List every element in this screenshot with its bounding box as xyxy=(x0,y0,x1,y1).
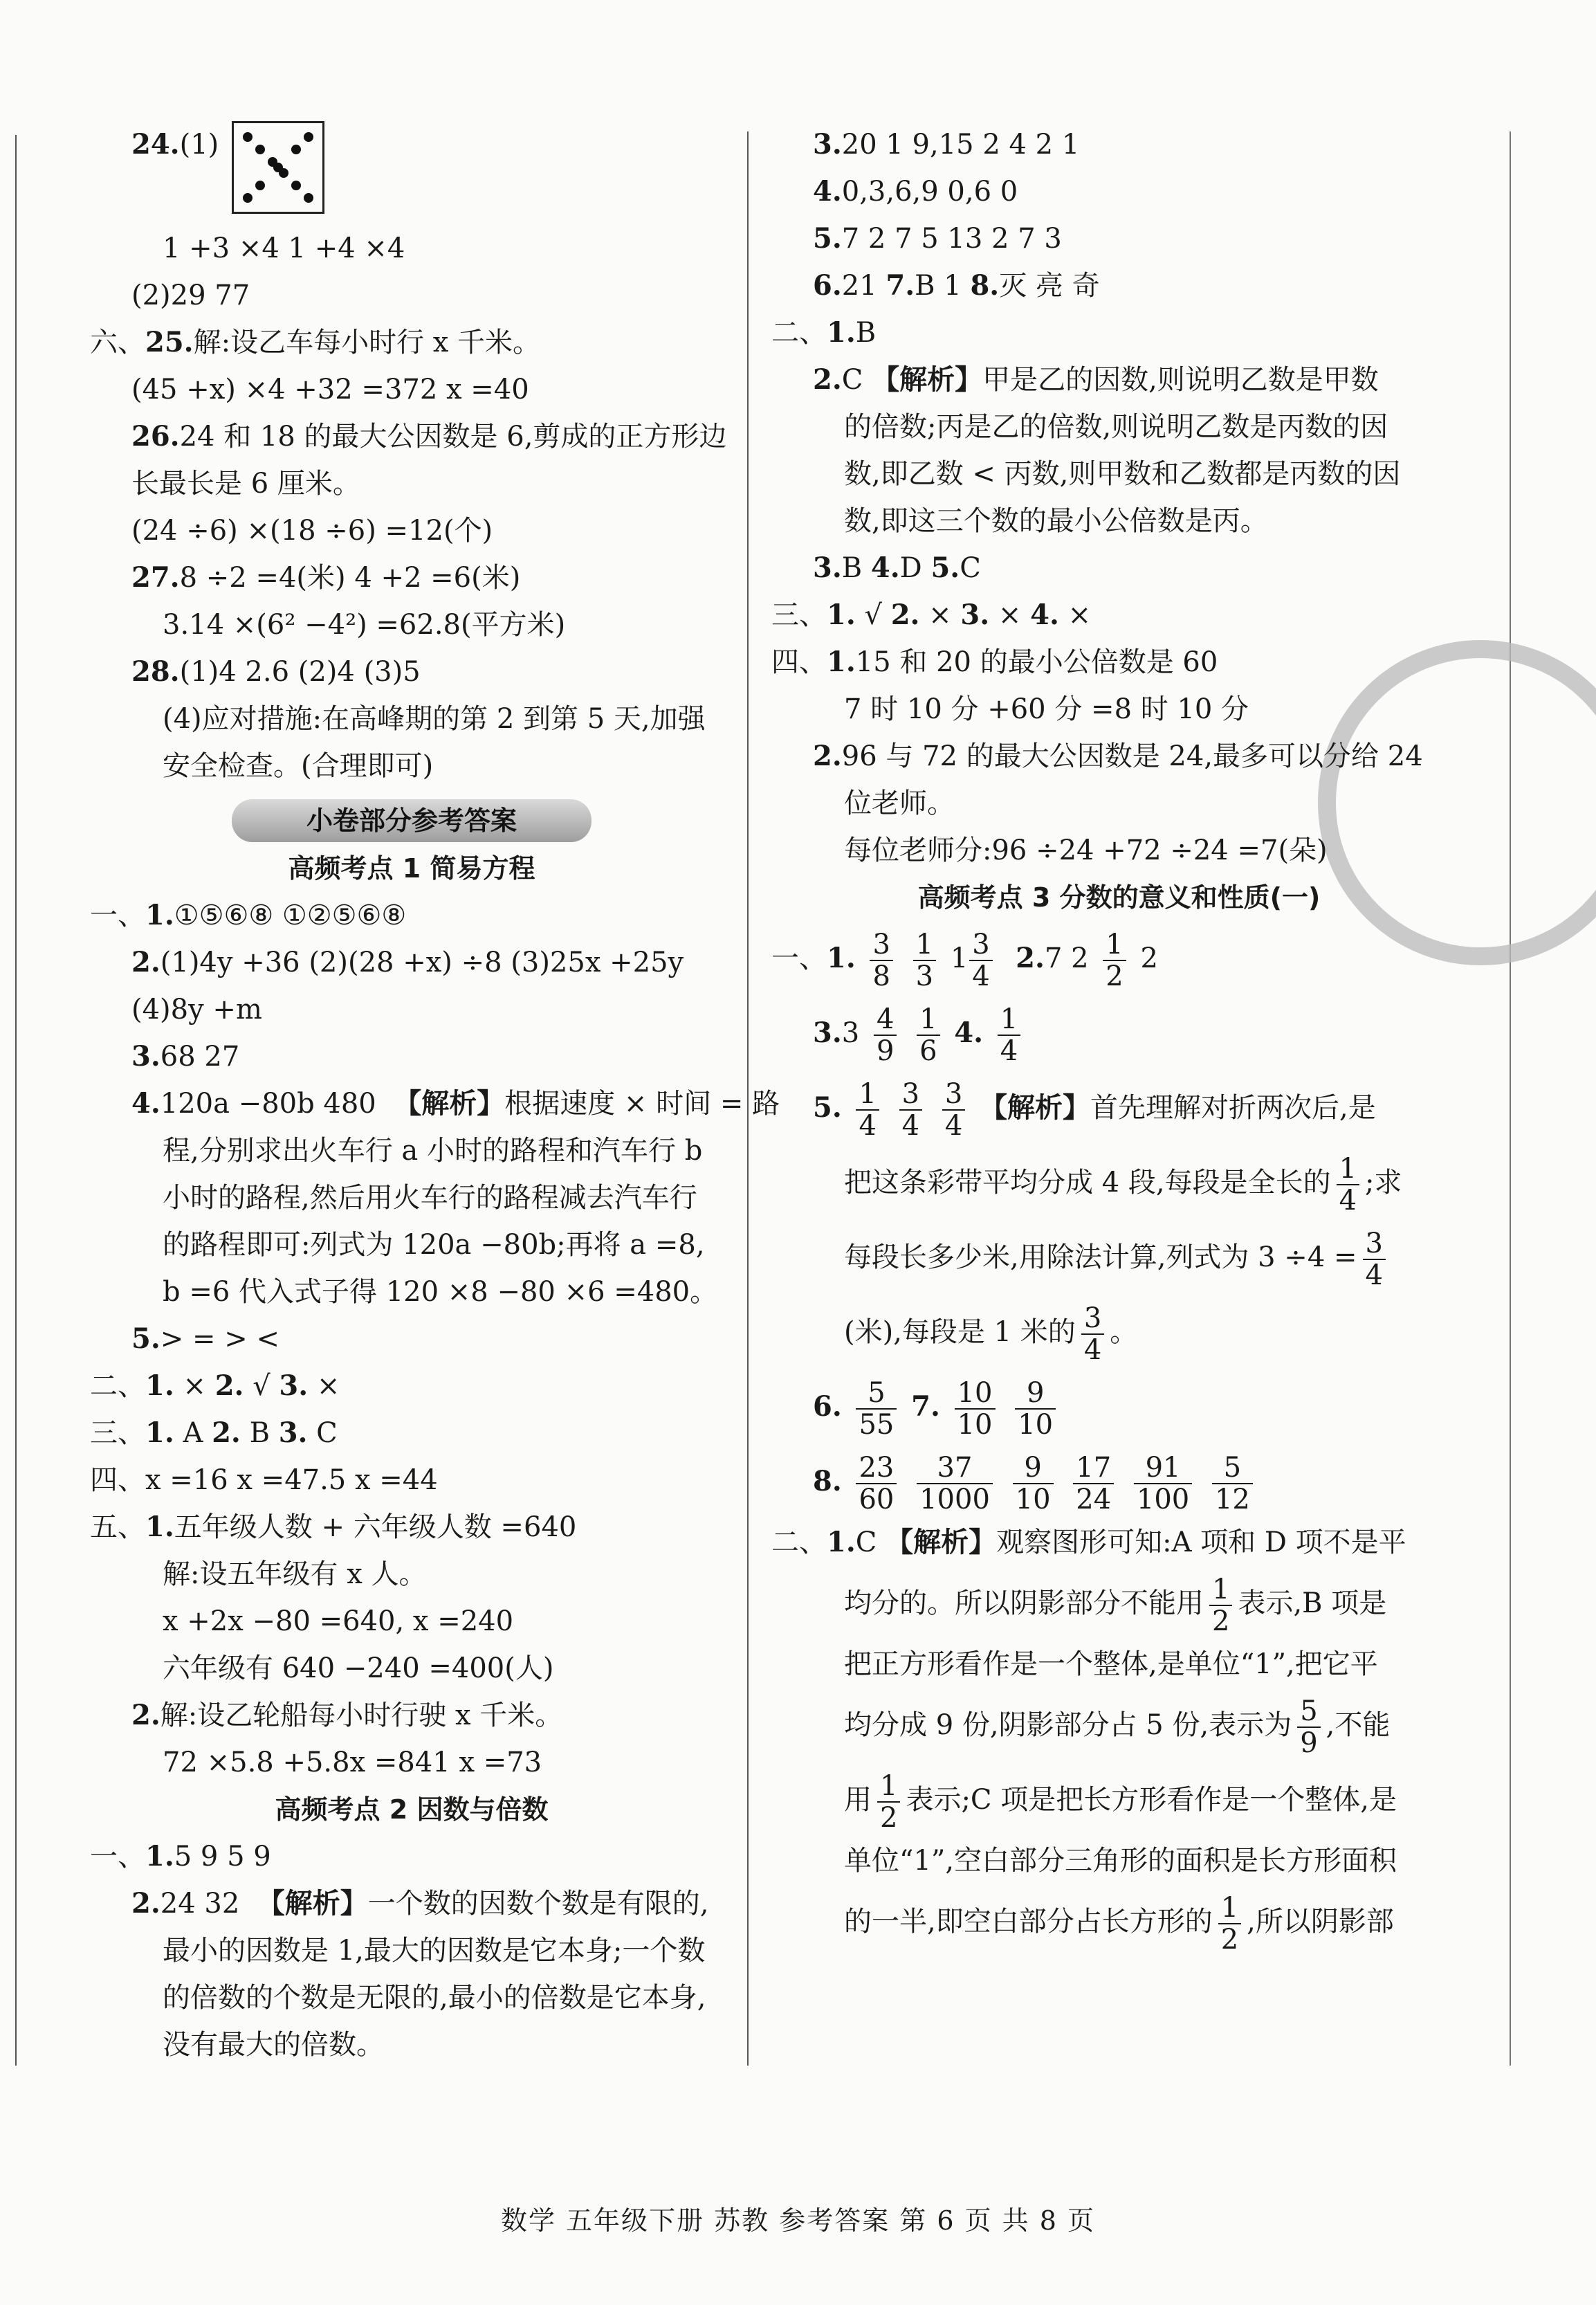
r-q3-text: 20 1 9,15 2 4 2 1 xyxy=(841,129,1080,161)
denominator: 4 xyxy=(1000,1035,1018,1067)
r-s4-q1-row xyxy=(771,639,1467,686)
q25-equation: (45 +x) ×4 +32 =372 x =40 xyxy=(131,374,529,406)
t3-s2-q1-exp2: 均分的。所以阴影部分不能用 xyxy=(844,1587,1204,1619)
numerator: 1 xyxy=(856,1079,879,1111)
q28-part4: (4)应对措施:在高峰期的第 2 到第 5 天,加强 xyxy=(163,703,706,735)
numerator: 3 xyxy=(870,929,892,961)
t3-s2-q1-number: 1. xyxy=(827,1526,856,1558)
fraction xyxy=(877,1771,900,1833)
t3-q3-4-row xyxy=(771,996,1467,1070)
numerator: 37 xyxy=(917,1452,993,1484)
r-s3-q4-answer: × xyxy=(1058,599,1092,631)
t3-q5-exp2-row xyxy=(771,1145,1467,1220)
r-q4-number: 4. xyxy=(813,175,842,208)
r-q6-text: 21 xyxy=(841,270,886,302)
denominator: 3 xyxy=(915,960,934,992)
denominator: 4 xyxy=(944,1110,963,1142)
denominator: 4 xyxy=(972,960,990,992)
t1-s2-q1-number: 1. xyxy=(145,1369,174,1402)
denominator: 1000 xyxy=(919,1484,990,1515)
numerator: 9 xyxy=(1013,1452,1054,1484)
r-s2-q2-analysis-tag: 【解析】 xyxy=(872,363,983,396)
r-q6-number: 6. xyxy=(813,269,842,302)
section-header-small-quiz: 小卷部分参考答案 xyxy=(232,799,591,842)
t1-section-4-row xyxy=(90,1457,733,1504)
r-q7-text: B 1 xyxy=(915,270,971,302)
t1-s3-q1-number: 1. xyxy=(145,1416,174,1449)
r-s2-q2-exp4: 数,即这三个数的最小公倍数是丙。 xyxy=(844,505,1268,537)
q26-equation: (24 ÷6) ×(18 ÷6) =12(个) xyxy=(131,515,493,547)
numerator: 3 xyxy=(942,1079,965,1111)
t1-s5-q2-number: 2. xyxy=(131,1699,160,1731)
t1-q4-exp5: b =6 代入式子得 120 ×8 −80 ×6 =480。 xyxy=(163,1276,718,1308)
t1-q4-exp3: 小时的路程,然后用火车行的路程减去汽车行 xyxy=(163,1182,697,1214)
t2-q1-number: 1. xyxy=(145,1840,174,1873)
r-s4-q1-number: 1. xyxy=(827,646,856,678)
t1-q5-text: > = > < xyxy=(160,1323,279,1355)
fraction xyxy=(856,1079,879,1141)
whole-number: 1 xyxy=(950,942,969,974)
t1-q3-text: 68 27 xyxy=(160,1041,240,1073)
section-6-label: 六、 xyxy=(90,327,145,358)
numerator: 1 xyxy=(917,1004,939,1036)
fraction xyxy=(1073,1452,1114,1515)
fraction xyxy=(1209,1574,1232,1637)
r-q5-text: 7 2 7 5 13 2 7 3 xyxy=(841,223,1062,255)
q25-number: 25. xyxy=(145,326,194,358)
denominator: 10 xyxy=(1018,1409,1054,1441)
t1-section-4-label: 四、 xyxy=(90,1464,145,1496)
numerator: 5 xyxy=(1297,1696,1320,1728)
fraction xyxy=(1212,1452,1253,1515)
t1-s5-q1-line4: 六年级有 640 −240 =400(人) xyxy=(163,1652,554,1684)
t3-q5-exp4-tail: 。 xyxy=(1110,1316,1138,1348)
t3-s2-q1-exp7-row xyxy=(771,1884,1467,1959)
r-q8-text: 灭 亮 奇 xyxy=(999,270,1100,302)
right-column-line xyxy=(1510,131,1511,2066)
denominator: 100 xyxy=(1136,1484,1190,1515)
r-s4-q1-line2: 7 时 10 分 +60 分 =8 时 10 分 xyxy=(844,693,1249,725)
r-q3-number: 3. xyxy=(813,128,842,161)
t3-s2-q1-exp5-tail: 表示;C 项是把长方形看作是一个整体,是 xyxy=(906,1784,1397,1816)
t1-s3-q3-number: 3. xyxy=(278,1416,308,1449)
denominator: 6 xyxy=(919,1035,937,1067)
topic-1-title: 高频考点 1 简易方程 xyxy=(288,853,535,884)
t3-q2-number: 2. xyxy=(1016,942,1045,974)
t2-q2-number: 2. xyxy=(131,1887,160,1920)
r-s3-q2-answer: × xyxy=(919,599,961,631)
fraction xyxy=(1103,929,1126,992)
t1-q4-number: 4. xyxy=(131,1087,160,1120)
fraction xyxy=(917,1004,939,1066)
t3-q5-exp1: 首先理解对折两次后,是 xyxy=(1090,1092,1376,1124)
denominator: 9 xyxy=(876,1035,895,1067)
denominator: 2 xyxy=(1106,960,1123,992)
t1-section-1-label: 一、 xyxy=(90,900,145,931)
q27-text: 8 ÷2 =4(米) 4 +2 =6(米) xyxy=(179,562,521,594)
r-s3-q3-answer: × xyxy=(989,599,1031,631)
t3-s2-q1-exp5: 用 xyxy=(844,1784,872,1816)
denominator: 2 xyxy=(1220,1924,1239,1956)
t1-q5-number: 5. xyxy=(131,1322,160,1355)
denominator: 12 xyxy=(1214,1484,1250,1515)
q28-row xyxy=(90,648,733,695)
t3-section-1-label: 一、 xyxy=(771,942,827,974)
r-q4-text: 0,3,6,9 0,6 0 xyxy=(841,176,1018,208)
t3-s2-q1-exp4: 均分成 9 份,阴影部分占 5 份,表示为 xyxy=(844,1709,1292,1741)
r-s3-q1-answer: √ xyxy=(855,599,891,631)
t3-q5-exp2-tail: ;求 xyxy=(1365,1167,1402,1199)
t3-q6-number: 6. xyxy=(813,1390,842,1423)
t1-s5-q1-line3: x +2x −80 =640, x =240 xyxy=(163,1605,514,1637)
t3-s2-q1-exp7-tail: ,所以阴影部 xyxy=(1247,1906,1394,1938)
r-s2-q1-row xyxy=(771,309,1467,356)
t3-q5-exp3-row xyxy=(771,1220,1467,1295)
fraction xyxy=(1363,1228,1386,1291)
t2-q1-row xyxy=(90,1833,733,1880)
r-q8-number: 8. xyxy=(970,269,1000,302)
numerator: 3 xyxy=(899,1079,922,1111)
t2-q2-row xyxy=(90,1880,733,1927)
t3-s2-q1-exp2-tail: 表示,B 项是 xyxy=(1238,1587,1387,1619)
t1-s5-q2-row xyxy=(90,1692,733,1739)
numerator: 5 xyxy=(856,1378,897,1410)
t3-q8-row xyxy=(771,1444,1467,1519)
t3-s2-q1-exp2-row xyxy=(771,1566,1467,1641)
q27-equation: 3.14 ×(6² −4²) =62.8(平方米) xyxy=(163,609,566,641)
q26-text-line2: 长最长是 6 厘米。 xyxy=(131,468,360,500)
r-s4-q2-line3: 每位老师分:96 ÷24 +72 ÷24 =7(朵) xyxy=(844,835,1328,866)
t3-q5-exp4: (米),每段是 1 米的 xyxy=(844,1316,1076,1348)
topic-2-title: 高频考点 2 因数与倍数 xyxy=(275,1794,549,1825)
left-column xyxy=(90,121,780,2068)
r-s2-q1-number: 1. xyxy=(827,316,856,349)
t2-q2-exp4: 没有最大的倍数。 xyxy=(163,2029,384,2061)
t1-q2-number: 2. xyxy=(131,946,160,978)
denominator: 4 xyxy=(1339,1185,1357,1217)
r-s4-q2-row xyxy=(771,733,1467,780)
fraction xyxy=(913,929,936,992)
numerator: 1 xyxy=(1103,929,1126,961)
fraction xyxy=(1015,1378,1056,1440)
numerator: 1 xyxy=(877,1771,900,1803)
t1-s5-q1-line2: 解:设五年级有 x 人。 xyxy=(163,1558,427,1590)
t3-q5-analysis-tag: 【解析】 xyxy=(980,1091,1090,1124)
t1-section-3-row xyxy=(90,1410,733,1457)
t1-section-5-label: 五、 xyxy=(90,1511,145,1543)
numerator: 5 xyxy=(1212,1452,1253,1484)
r-s2-q4-text: D xyxy=(899,552,931,584)
t1-s2-q3-number: 3. xyxy=(279,1369,309,1402)
r-s2-q3-5-row xyxy=(771,545,1467,592)
r-section-3-label: 三、 xyxy=(771,599,827,631)
t1-q2-text: (1)4y +36 (2)(28 +x) ÷8 (3)25x +25y xyxy=(160,947,684,978)
fraction xyxy=(998,1004,1020,1066)
t1-section-5-row xyxy=(90,1504,733,1551)
t3-s2-q1-exp5-row xyxy=(771,1762,1467,1837)
fraction xyxy=(1337,1154,1359,1216)
r-section-3-row xyxy=(771,592,1467,639)
numerator: 1 xyxy=(913,929,936,961)
t3-q2-tail: 2 xyxy=(1140,942,1158,974)
fraction xyxy=(1297,1696,1320,1758)
left-margin-line xyxy=(15,135,17,2066)
numerator: 9 xyxy=(1015,1378,1056,1410)
t1-q2-line2: (4)8y +m xyxy=(131,994,262,1026)
t1-s2-q2-answer: √ xyxy=(244,1370,279,1402)
fraction xyxy=(1081,1303,1104,1365)
t1-q1-text: ①⑤⑥⑧ ①②⑤⑥⑧ xyxy=(174,900,407,931)
q26-number: 26. xyxy=(131,420,180,453)
r-section-4-label: 四、 xyxy=(771,646,827,678)
q24-number: 24. xyxy=(131,128,180,161)
numerator: 17 xyxy=(1073,1452,1114,1484)
t1-s3-q1-answer: A xyxy=(174,1417,212,1449)
denominator: 4 xyxy=(901,1110,920,1142)
r-s2-q2-exp3: 数,即乙数 < 丙数,则甲数和乙数都是丙数的因 xyxy=(844,458,1401,490)
page-footer: 数学 五年级下册 苏教 参考答案 第 6 页 共 8 页 xyxy=(500,2205,1096,2236)
numerator: 1 xyxy=(1218,1893,1241,1924)
t1-q4-exp2: 程,分别求出火车行 a 小时的路程和汽车行 b xyxy=(163,1135,703,1167)
t3-s2-q1-exp1: 观察图形可知:A 项和 D 项不是平 xyxy=(996,1527,1406,1558)
topic-3-title: 高频考点 3 分数的意义和性质(一) xyxy=(917,882,1321,913)
fraction xyxy=(917,1452,993,1515)
r-s2-q5-number: 5. xyxy=(930,552,960,584)
fraction xyxy=(870,929,892,992)
t3-s2-q1-exp6: 单位“1”,空白部分三角形的面积是长方形面积 xyxy=(844,1845,1397,1877)
numerator: 91 xyxy=(1134,1452,1192,1484)
r-q6-8-row xyxy=(771,262,1467,309)
t2-q2-text: 24 32 xyxy=(160,1888,240,1920)
q24-row xyxy=(90,121,733,225)
denominator: 60 xyxy=(859,1484,895,1515)
t1-s3-q2-answer: B xyxy=(240,1417,279,1449)
r-s2-q5-text: C xyxy=(960,552,981,584)
t1-s3-q2-number: 2. xyxy=(212,1416,241,1449)
t1-s2-q3-answer: × xyxy=(308,1370,340,1402)
r-s4-q2-number: 2. xyxy=(813,740,842,772)
t1-s5-q2-line2: 72 ×5.8 +5.8x =841 x =73 xyxy=(163,1747,542,1778)
numerator: 1 xyxy=(998,1004,1020,1036)
fraction xyxy=(856,1452,897,1515)
numerator: 23 xyxy=(856,1452,897,1484)
r-q4-row xyxy=(771,168,1467,215)
t3-q6-7-row xyxy=(771,1369,1467,1444)
t3-q2-text: 7 2 xyxy=(1044,942,1089,974)
q24-part2: (2)29 77 xyxy=(131,280,250,311)
t3-s2-q1-row xyxy=(771,1519,1467,1566)
r-s4-q2-text: 96 与 72 的最大公因数是 24,最多可以分给 24 xyxy=(841,740,1423,772)
r-s2-q2-exp2: 的倍数;丙是乙的倍数,则说明乙数是丙数的因 xyxy=(844,411,1388,443)
t3-q7-number: 7. xyxy=(911,1390,940,1423)
t1-q2-row xyxy=(90,939,733,986)
fraction xyxy=(942,1079,965,1141)
q27-number: 27. xyxy=(131,561,180,594)
fraction xyxy=(1134,1452,1192,1515)
t3-q1-2-row xyxy=(771,921,1467,996)
q27-row xyxy=(90,554,733,601)
t3-q5-exp3: 每段长多少米,用除法计算,列式为 3 ÷4 = xyxy=(844,1241,1357,1273)
t1-s5-q2-text: 解:设乙轮船每小时行驶 x 千米。 xyxy=(160,1700,563,1731)
denominator: 4 xyxy=(1083,1334,1102,1366)
fraction xyxy=(856,1378,897,1440)
r-s2-q1-text: B xyxy=(855,317,877,349)
numerator: 10 xyxy=(955,1378,996,1410)
t3-q5-exp2: 把这条彩带平均分成 4 段,每段是全长的 xyxy=(844,1167,1331,1199)
t1-q3-number: 3. xyxy=(131,1040,160,1073)
fraction xyxy=(874,1004,897,1066)
numerator: 3 xyxy=(1363,1228,1386,1260)
t3-s2-q1-exp4-row xyxy=(771,1688,1467,1762)
numerator: 3 xyxy=(1081,1303,1104,1335)
t3-s2-q1-text: C xyxy=(855,1527,886,1558)
denominator: 55 xyxy=(859,1409,895,1441)
denominator: 9 xyxy=(1300,1727,1318,1759)
r-q7-number: 7. xyxy=(886,269,915,302)
t3-s2-q1-exp4-tail: ,不能 xyxy=(1326,1709,1391,1741)
q24-part1: (1) xyxy=(179,129,219,161)
t1-q1-number: 1. xyxy=(145,899,174,931)
t2-q2-exp2: 最小的因数是 1,最大的因数是它本身;一个数 xyxy=(163,1935,706,1967)
t3-q5-row xyxy=(771,1070,1467,1145)
t1-section-3-label: 三、 xyxy=(90,1417,145,1449)
r-q5-row xyxy=(771,215,1467,262)
q28-part4-line2: 安全检查。(合理即可) xyxy=(163,750,434,782)
q28-number: 28. xyxy=(131,655,180,688)
q25-row xyxy=(90,319,733,366)
dot-x-pattern-figure xyxy=(232,121,324,214)
t3-q3-number: 3. xyxy=(813,1017,842,1049)
fraction xyxy=(899,1079,922,1141)
r-q3-row xyxy=(771,121,1467,168)
denominator: 10 xyxy=(957,1409,993,1441)
fraction xyxy=(955,1378,996,1440)
t1-s4-text: x =16 x =47.5 x =44 xyxy=(145,1464,438,1496)
q25-text: 解:设乙车每小时行 x 千米。 xyxy=(193,327,541,358)
r-s2-q2-number: 2. xyxy=(813,363,842,396)
t1-q4-exp4: 的路程即可:列式为 120a −80b;再将 a =8, xyxy=(163,1229,705,1261)
t1-section-2-row xyxy=(90,1363,733,1410)
r-s3-q3-number: 3. xyxy=(960,599,990,631)
t3-q3-text: 3 xyxy=(841,1017,860,1049)
t3-q4-number: 4. xyxy=(954,1017,984,1049)
r-s3-q1-number: 1. xyxy=(827,599,856,631)
t2-q2-exp3: 的倍数的个数是无限的,最小的倍数是它本身, xyxy=(163,1982,706,2014)
t3-q5-exp4-row xyxy=(771,1295,1467,1369)
t3-q5-number: 5. xyxy=(813,1091,842,1124)
t2-q2-exp1: 一个数的因数个数是有限的, xyxy=(367,1888,709,1920)
t1-s2-q2-number: 2. xyxy=(214,1369,244,1402)
r-s2-q3-text: B xyxy=(841,552,871,584)
t1-q4-exp1: 根据速度 × 时间 = 路 xyxy=(504,1088,780,1120)
t2-section-1-label: 一、 xyxy=(90,1841,145,1873)
fraction xyxy=(1013,1452,1054,1515)
t1-q3-row xyxy=(90,1033,733,1080)
q26-row xyxy=(90,413,733,460)
numerator: 1 xyxy=(1337,1154,1359,1185)
denominator: 10 xyxy=(1015,1484,1051,1515)
t1-q1-row xyxy=(90,892,733,939)
denominator: 4 xyxy=(859,1110,877,1142)
r-s4-q2-line2: 位老师。 xyxy=(844,787,955,819)
t2-q2-analysis-tag: 【解析】 xyxy=(257,1887,368,1920)
t3-s2-q1-exp7: 的一半,即空白部分占长方形的 xyxy=(844,1906,1213,1938)
t1-section-2-label: 二、 xyxy=(90,1370,145,1402)
numerator: 1 xyxy=(1209,1574,1232,1606)
r-section-2-label: 二、 xyxy=(771,317,827,349)
r-s3-q2-number: 2. xyxy=(890,599,920,631)
r-s2-q3-number: 3. xyxy=(813,552,842,584)
r-s2-q2-exp1: 甲是乙的因数,则说明乙数是甲数 xyxy=(982,364,1379,396)
t1-q4-row xyxy=(90,1080,780,1127)
t3-q8-number: 8. xyxy=(813,1465,842,1497)
t3-section-2-label: 二、 xyxy=(771,1527,827,1558)
r-s4-q1-text: 15 和 20 的最小公倍数是 60 xyxy=(855,646,1218,678)
t1-q5-row xyxy=(90,1315,733,1363)
t1-s2-q1-answer: × xyxy=(174,1370,215,1402)
t3-s2-q1-exp3: 把正方形看作是一个整体,是单位“1”,把它平 xyxy=(844,1648,1378,1680)
denominator: 8 xyxy=(872,960,890,992)
numerator: 4 xyxy=(874,1004,897,1036)
r-s2-q2-text: C xyxy=(841,364,872,396)
denominator: 2 xyxy=(880,1802,898,1834)
right-column xyxy=(771,121,1467,1959)
t1-q4-text: 120a −80b 480 xyxy=(160,1088,376,1120)
denominator: 24 xyxy=(1076,1484,1112,1515)
denominator: 2 xyxy=(1212,1605,1230,1637)
denominator: 4 xyxy=(1365,1259,1383,1291)
r-q5-number: 5. xyxy=(813,222,842,255)
r-s2-q2-row xyxy=(771,356,1467,403)
t1-s3-q3-answer: C xyxy=(307,1417,338,1449)
t2-q1-text: 5 9 5 9 xyxy=(174,1841,271,1873)
fraction xyxy=(969,929,992,992)
t1-s5-q1-number: 1. xyxy=(145,1511,174,1543)
r-s3-q4-number: 4. xyxy=(1030,599,1059,631)
r-s2-q4-number: 4. xyxy=(870,552,900,584)
fraction xyxy=(1218,1893,1241,1955)
numerator: 3 xyxy=(969,929,992,961)
t1-s5-q1-text: 五年级人数 + 六年级人数 =640 xyxy=(174,1511,577,1543)
q24-expr: 1 +3 ×4 1 +4 ×4 xyxy=(163,233,405,264)
q26-text: 24 和 18 的最大公因数是 6,剪成的正方形边 xyxy=(179,421,727,453)
t1-q4-analysis-tag: 【解析】 xyxy=(394,1087,505,1120)
t3-s2-q1-analysis-tag: 【解析】 xyxy=(886,1526,997,1558)
q28-text: (1)4 2.6 (2)4 (3)5 xyxy=(179,656,421,688)
t3-q1-number: 1. xyxy=(827,942,856,974)
